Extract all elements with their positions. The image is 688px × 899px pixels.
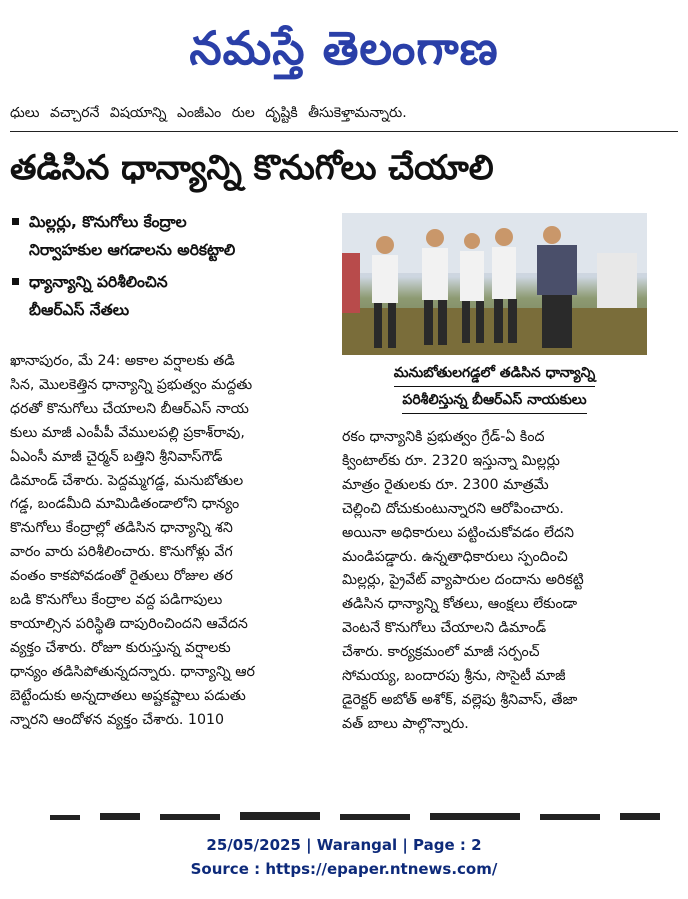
body-text-line: మాత్రం రైతులకు రూ. 2300 మాత్రమే [342,476,549,493]
article-body-left [10,350,330,733]
bullet-line: బీఆర్ఎస్ నేతలు [29,301,130,319]
people-inspecting-grain-image [342,213,647,355]
body-text-line: ఖానాపురం, మే 24: అకాల వర్షాలకు తడి [10,353,235,369]
body-text-line: డైరెక్టర్ అబోత్ అశోక్, వల్లెపు శ్రీనివాస్, తేజా [342,691,578,708]
body-text-line: కాయాల్సిన పరిస్థితి దాపురించిందని ఆవేదన [10,615,248,632]
body-text-line: సోమయ్య, బందారపు శ్రీను, సొసైటీ మాజీ [342,668,566,685]
article-body-right [342,426,648,737]
bullet-line: నిర్వాహకుల ఆగడాలను అరికట్టాలి [29,241,236,259]
bullet-item [10,268,332,296]
body-text-line: ధరతో కొనుగోలు చేయాలని బీఆర్ఎస్ నాయ [10,400,249,417]
body-text-line: న్నారని ఆందోళన వ్యక్తం చేశారు. 1010 [10,711,225,728]
truncated-headline-fragment [10,807,678,820]
divider [10,131,678,132]
bullet-line: ధ్యాన్యాన్ని పరిశీలించిన [29,273,168,291]
body-text-line: బడి కొనుగోలు కేంద్రాల వద్ద పడిగాపులు [10,592,223,609]
body-text-line: బెట్టేందుకు అన్నదాతలు అష్టకష్టాలు పడుతు [10,687,246,704]
masthead-title: నమస్తే తెలంగాణ [189,21,499,75]
source-url: Source : https://epaper.ntnews.com/ [190,860,498,878]
bullet-item [10,208,332,236]
body-text-line: వారం వారు పరిశీలించారు. కొనుగోళ్లు వేగ [10,544,233,561]
body-text-line: చేశారు. కార్యక్రమంలో మాజీ సర్పంచ్ [342,644,540,661]
body-text-line: ధాన్యం తడిసిపోతున్నదన్నారు. ధాన్యాన్ని ఆర [10,663,255,680]
body-text-line: వ్యక్తం చేశారు. రోజూ కురుస్తున్న వర్షాలకు [10,639,231,656]
photo-caption [342,360,647,418]
body-text-line: మిల్లర్లు, ప్రైవేట్ వ్యాపారుల దందాను అరికట్టి [342,572,584,589]
edition-info: 25/05/2025 | Warangal | Page : 2 [206,836,482,854]
body-text-line: వెంటనే కొనుగోలు చేయాలని డిమాండ్ [342,620,547,637]
bullet-line: మిల్లర్లు, కొనుగోలు కేంద్రాల [29,213,187,231]
bullet-square-icon [12,218,19,225]
body-text-line: అయినా అధికారులు పట్టించుకోవడం లేదని [342,524,574,541]
newspaper-masthead [0,4,688,92]
body-text-line: రకం ధాన్యానికి ప్రభుత్వం గ్రేడ్-ఏ కింద [342,429,545,445]
body-text-line: వంతం కాకపోవడంతో రైతులు రోజుల తర [10,568,233,585]
body-text-line: మండిపడ్డారు. ఉన్నతాధికారులు స్పందించి [342,548,568,565]
caption-line: పరిశీలిస్తున్న బీఆర్ఎస్ నాయకులు [402,387,586,414]
page-footer [0,833,688,881]
body-text-line: కులు మాజీ ఎంపీపీ వేములపల్లి ప్రకాశ్‌రావు, [10,424,245,441]
bullet-square-icon [12,278,19,285]
body-text-line: క్వింటాల్‌కు రూ. 2320 ఇస్తున్నా మిల్లర్లు [342,452,560,469]
subheadline-bullets [10,208,332,328]
body-text-line: డిమాండ్ చేశారు. పెద్దమ్మగడ్డ, మనుబోతుల [10,472,244,489]
body-text-line: చెల్లించి దోచుకుంటున్నారని ఆరోపించారు. [342,500,564,517]
body-text-line: సిన, మొలకెత్తిన ధాన్యాన్ని ప్రభుత్వం మద్దతు [10,376,253,393]
body-text-line: తడిసిన ధాన్యాన్ని కోతలు, ఆంక్షలు లేకుండా [342,596,578,613]
carryover-line: ధులు వచ్చారనే విషయాన్ని ఎంజీఎం రుల దృష్టికి తీసుకెళ్తామన్నారు. [10,105,407,121]
article-headline: తడిసిన ధాన్యాన్ని కొనుగోలు చేయాలి [10,148,494,188]
next-article-cut-text [10,806,678,820]
caption-line: మనుబోతులగడ్డలో తడిసిన ధాన్యాన్ని [394,360,596,387]
body-text-line: వత్ బాలు పాల్గొన్నారు. [342,715,469,732]
body-text-line: కొనుగోలు కేంద్రాల్లో తడిసిన ధాన్యాన్ని శని [10,520,233,537]
body-text-line: గడ్డ, బండమీది మామిడితండాలోని ధాన్యం [10,496,240,513]
body-text-line: ఏఎంసీ మాజీ చైర్మన్ బత్తిని శ్రీనివాస్‌గౌడ్ [10,448,223,465]
news-photo [342,213,647,355]
